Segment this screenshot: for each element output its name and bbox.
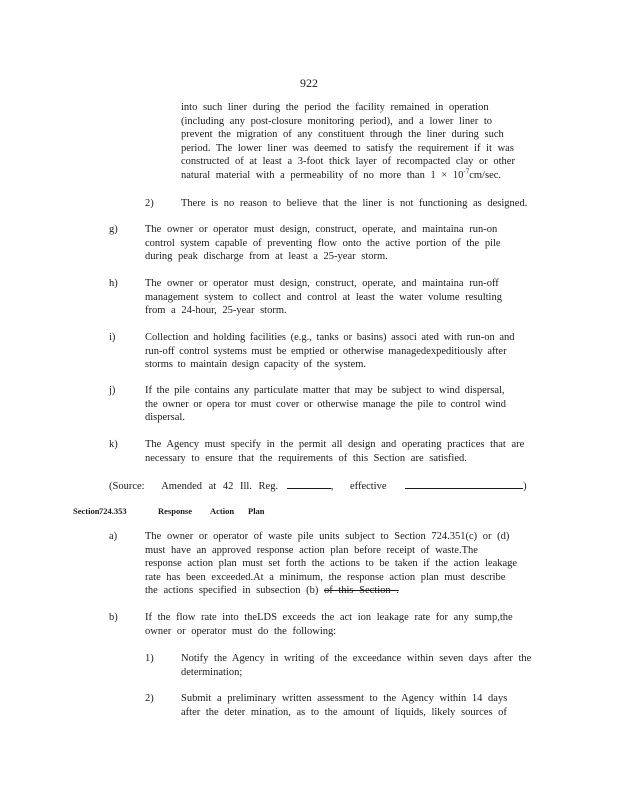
text-fragment: natural material with a permeability of no more than 1 × 10	[181, 169, 464, 181]
register-page-blank	[287, 478, 331, 489]
item-2-text	[181, 197, 527, 211]
section-number: 724.353	[99, 506, 127, 516]
source-close: )	[523, 481, 527, 492]
text-line: management system to collect and control at least the water volume resulting	[145, 291, 502, 303]
item-label: 2)	[145, 693, 154, 704]
effective-date-blank	[405, 478, 523, 489]
text-fragment: the actions specified in subsection (b)	[145, 585, 319, 597]
text-line: constructed of at least a 3-foot thick layer of recompacted clay or other	[181, 156, 515, 168]
subsection-j-text	[145, 384, 506, 425]
text-line: Notify the Agency in writing of the exceedance within seven days after the	[181, 653, 532, 664]
text-line: period. The lower liner was deemed to satisfy the requirement if it was	[181, 142, 514, 154]
struck-text: of this Section .	[323, 585, 399, 597]
subsection-label-b: b)	[109, 612, 118, 623]
text-line: If the flow rate into theLDS exceeds the act ion leakage rate for any sump,the	[145, 612, 513, 623]
text-line: prevent the migration of any constituent through the liner during such	[181, 129, 504, 141]
item-b1-text	[181, 652, 531, 679]
text-line	[109, 478, 527, 494]
text-line: storms to maintain design capacity of the system.	[145, 359, 367, 371]
continued-paragraph	[181, 101, 515, 183]
text-line: control system capable of preventing flow onto the active portion of the pile	[145, 237, 501, 249]
text-line: Collection and holding facilities (e.g., tanks or basins) associ ated with run-on and	[145, 332, 515, 343]
source-note	[109, 478, 527, 494]
subsection-a-text	[145, 530, 517, 598]
item-b2-text	[181, 692, 507, 719]
text-line: rate has been exceeded.At a minimum, the response action plan must describe	[145, 571, 506, 583]
text-line: Submit a preliminary written assessment to the Agency within 14 days	[181, 693, 508, 704]
item-label: 1)	[145, 653, 154, 664]
subsection-g-text	[145, 223, 501, 264]
text-line: dispersal.	[145, 412, 185, 424]
text-line: The owner or operator must design, construct, operate, and maintaina run-off	[145, 278, 499, 289]
text-line	[145, 584, 517, 598]
section-word: Section	[73, 506, 100, 516]
text-line: (including any post-closure monitoring period), and a lower liner to	[181, 115, 493, 127]
subsection-label-i: i)	[109, 332, 116, 343]
text-line: after the deter mination, as to the amount of liquids, likely sources of	[181, 706, 507, 718]
exponent: -7	[463, 167, 470, 176]
subsection-label-k: k)	[109, 439, 118, 450]
source-open: (Source:	[109, 481, 145, 492]
page-number: 922	[300, 76, 318, 90]
subsection-b-text	[145, 611, 513, 638]
section-title-word: Plan	[248, 506, 265, 516]
subsection-label-g: g)	[109, 224, 118, 235]
subsection-label-a: a)	[109, 531, 118, 542]
text-line: into such liner during the period the facility remained in operation	[181, 102, 489, 113]
source-comma: ,	[330, 481, 334, 492]
source-amended: Amended at 42 Ill. Reg.	[161, 481, 279, 492]
section-title-word: Action	[210, 506, 235, 516]
section-title-word: Response	[158, 506, 193, 516]
subsection-i-text	[145, 331, 515, 372]
source-effective: effective	[349, 481, 387, 492]
subsection-k-text	[145, 438, 524, 465]
text-line: determination;	[181, 666, 243, 678]
text-line: during peak discharge from at least a 25-year storm.	[145, 251, 388, 263]
text-line: The owner or operator of waste pile units subject to Section 724.351(c) or (d)	[145, 531, 510, 542]
text-fragment: cm/sec.	[469, 169, 502, 181]
text-line: owner or operator must do the following:	[145, 625, 337, 637]
text-line: the owner or opera tor must cover or otherwise manage the pile to control wind	[145, 398, 506, 410]
item-label: 2)	[145, 198, 154, 209]
subsection-h-text	[145, 277, 502, 318]
subsection-label-h: h)	[109, 278, 118, 289]
subsection-label-j: j)	[109, 385, 116, 396]
text-line: necessary to ensure that the requirements of this Section are satisfied.	[145, 452, 467, 464]
text-line: from a 24-hour, 25-year storm.	[145, 305, 287, 317]
text-line: run-off control systems must be emptied or otherwise managedexpeditiously after	[145, 345, 507, 357]
text-line: There is no reason to believe that the liner is not functioning as designed.	[181, 198, 528, 209]
text-line: must have an approved response action plan before receipt of waste.The	[145, 544, 478, 556]
text-line: The Agency must specify in the permit all design and operating practices that are	[145, 439, 525, 450]
text-line: If the pile contains any particulate matter that may be subject to wind dispersal,	[145, 385, 505, 396]
text-line: The owner or operator must design, construct, operate, and maintaina run-on	[145, 224, 498, 235]
text-line: response action plan must set forth the actions to be taken if the action leakage	[145, 558, 518, 570]
text-line	[181, 169, 515, 183]
